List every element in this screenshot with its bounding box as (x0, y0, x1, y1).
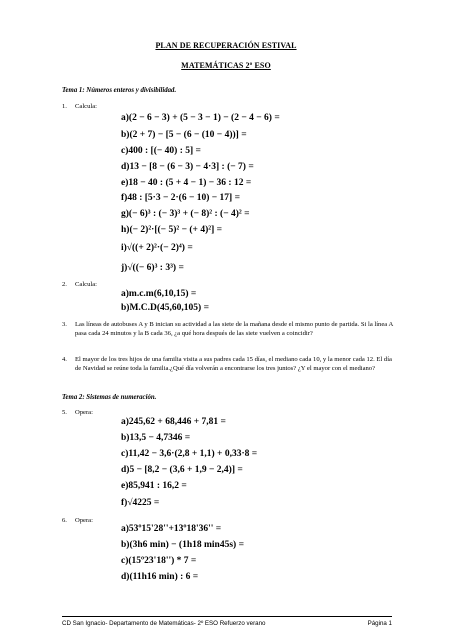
q3-text: Las líneas de autobuses A y B inician su actividad a las siete de la mañana desde el mismo punto de partida. Si la línea A pasa cada 24 minutos y la B cada 36, ¿a qué hora después de las siete vuelven a coincidir? (75, 321, 393, 337)
q5-number: 5. (62, 409, 67, 416)
q5-item-c: c)11,42 − 3,6·(2,8 + 1,1) + 0,33·8 = (121, 449, 258, 459)
q6-item-b: b)(3h6 min) − (1h18 min45s) = (121, 540, 244, 550)
q6-item-c: c)(15º23'18'') * 7 = (121, 556, 197, 566)
footer-page-number: Página 1 (367, 620, 392, 627)
q1-item-f: f)48 : [5·3 − 2·(6 − 10) − 17] = (121, 193, 241, 203)
q1-item-b: b)(2 + 7) − [5 − (6 − (10 − 4))] = (121, 130, 247, 140)
q1-item-c: c)400 : [(− 40) : 5] = (121, 146, 201, 156)
q1-item-a: a)(2 − 6 − 3) + (5 − 3 − 1) − (2 − 4 − 6) = (121, 113, 280, 123)
q5-item-e: e)85,941 : 16,2 = (121, 481, 187, 491)
tema2-heading: Tema 2: Sistemas de numeración. (62, 394, 157, 401)
q5-item-d: d)5 − [8,2 − (3,6 + 1,9 − 2,4)] = (121, 465, 243, 475)
q5-item-a: a)245,62 + 68,446 + 7,81 = (121, 417, 226, 427)
document-subtitle: MATEMÁTICAS 2º ESO (181, 61, 271, 70)
q1-item-i: i)√((+ 2)²·(− 2)⁴) = (121, 243, 193, 253)
q4-number: 4. (62, 356, 67, 363)
footer-school-text: CD San Ignacio- Departamento de Matemáticas- 2º ESO Refuerzo verano (62, 620, 266, 627)
q1-item-j: j)√((− 6)³ : 3³) = (121, 263, 184, 273)
q5-item-b: b)13,5 − 4,7346 = (121, 433, 191, 443)
q4-text: El mayor de los tres hijos de una familia visita a sus padres cada 15 días, el mediano cada 10, y la menor cada 12. El día de Navidad se reúne toda la familia.¿Qué día volverán a encontrarse los tres juntos? ¿Y el mayor con el mediano? (75, 356, 392, 372)
q1-number: 1. (62, 103, 67, 110)
q6-number: 6. (62, 517, 67, 524)
q1-item-g: g)(− 6)³ : (− 3)³ + (− 8)² : (− 4)² = (121, 209, 250, 219)
q1-label: Calcula: (75, 103, 97, 110)
q1-item-h: h)(− 2)²·[(− 5)² − (+ 4)²] = (121, 225, 223, 235)
q2-number: 2. (62, 281, 67, 288)
document-title: PLAN DE RECUPERACIÓN ESTIVAL (155, 41, 297, 50)
q5-label: Opera: (75, 409, 93, 416)
q2-label: Calcula: (75, 281, 97, 288)
q6-item-d: d)(11h16 min) : 6 = (121, 572, 199, 582)
q1-item-e: e)18 − 40 : (5 + 4 − 1) − 36 : 12 = (121, 178, 252, 188)
q6-label: Opera: (75, 517, 93, 524)
q5-item-f: f)√4225 = (121, 498, 160, 508)
q2-item-b: b)M.C.D(45,60,105) = (121, 303, 210, 313)
q2-item-a: a)m.c.m(6,10,15) = (121, 289, 197, 299)
q3-number: 3. (62, 321, 67, 328)
tema1-heading: Tema 1: Números enteros y divisibilidad. (62, 87, 177, 94)
q1-item-d: d)13 − [8 − (6 − 3) − 4·3] : (− 7) = (121, 162, 254, 172)
q6-item-a: a)53º15'28''+13º18'36'' = (121, 524, 222, 534)
page-footer (62, 616, 392, 627)
